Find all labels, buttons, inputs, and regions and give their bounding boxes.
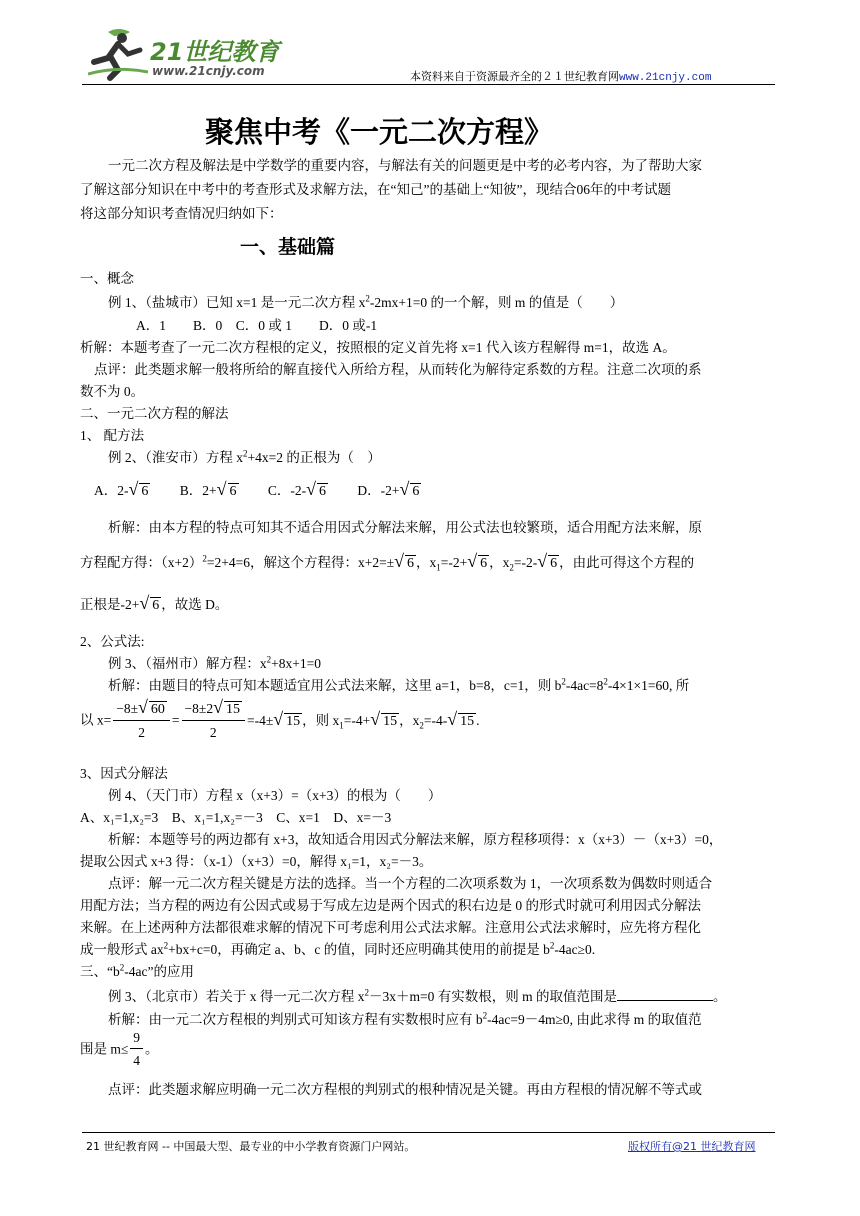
fraction-sqrt15: $\frac{-8\pm 2√ 15}{2}$ [182, 700, 245, 741]
fraction-nine-fourths: $\frac{9}{4}$ [130, 1030, 143, 1069]
example-2-analysis-3: 正根是-2+√ 6 ，故选 D。 [80, 593, 229, 613]
example-1-analysis: 析解：本题考查了一元二次方程根的定义，按照根的定义首先将 x=1 代入该方程解得 m=1，故选 A。 [80, 340, 676, 355]
example-1-options: A．1 B．0 C．0 或 1 D．0 或-1 [136, 318, 378, 333]
subsection-concept: 一、概念 [80, 271, 134, 286]
example-4-comment-4: 成一般形式 $ax^2+bx+c=0$，再确定 a、b、c 的值，同时还应明确其使用的前提是 $b^2-4ac\ge 0$. [80, 940, 596, 957]
intro-line-1: 一元二次方程及解法是中学数学的重要内容，与解法有关的问题更是中考的必考内容，为了帮助大家 [108, 158, 702, 173]
example-2-analysis-2: 方程配方得：$(x+2)^2=2+4=6$，解这个方程得：x+2=±√ 6 ，$x_1=-2+√$ 6 ，$x_2=-2-√$ 6 ，由此可得这个方程的 [80, 551, 695, 573]
source-prefix: 本资料来自于资源最齐全的２１世纪教育网 [410, 70, 619, 83]
subsection-methods: 二、一元二次方程的解法 [80, 406, 229, 421]
example-4-comment-1: 点评：解一元二次方程关键是方法的选择。当一个方程的二次项系数为 1，一次项系数为偶数时则适合 [108, 876, 713, 891]
example-2-question: 例 2、（淮安市）方程 $x^2+4x=2$ 的正根为（ ） [108, 448, 381, 465]
site-logo[interactable] [88, 24, 298, 84]
example-4-analysis-1: 析解：本题等号的两边都有 x+3，故知适合用因式分解法来解，原方程移项得：x（x+3）－（x+3）=0， [108, 832, 723, 847]
example-5-question: 例 3、（北京市）若关于 x 得一元二次方程 $x^2-3x+m=0$ 有实数根，则 m 的取值范围是 。 [108, 987, 727, 1004]
intro-line-3: 将这部分知识考查情况归纳如下： [80, 206, 283, 221]
example-1-comment-2: 数不为 0。 [80, 384, 145, 399]
page-title: 聚焦中考《一元二次方程》 [205, 115, 554, 149]
example-3-question: 例 3、（福州市）解方程：$x^2+8x+1=0$ [108, 654, 321, 671]
example-5-analysis-1: 析解：由一元二次方程根的判别式可知该方程有实数根时应有 $b^2-4ac=9-4m\ge 0$, 由此求得 m 的取值范 [108, 1010, 702, 1027]
example-4-question: 例 4、（天门市）方程 x（x+3）=（x+3）的根为（ ） [108, 788, 442, 803]
example-5-analysis-2: 围是 m≤ $\frac{9}{4}$ 。 [80, 1030, 159, 1068]
example-4-analysis-2: 提取公因式 x+3 得：（x-1）（x+3）=0，解得 x₁=1，x₂=－3。 [80, 854, 433, 869]
logo-url: www.21cnjy.com [152, 64, 265, 78]
example-5-comment: 点评：此类题求解应明确一元二次方程根的判别式的根种情况是关键。再由方程根的情况解不等式或 [108, 1082, 702, 1097]
logo-text: 21世纪教育 [150, 38, 280, 66]
runner-logo-icon [88, 24, 150, 82]
example-4-comment-3: 来解。在上述两种方法都很难求解的情况下可考虑利用公式法求解。注意用公式法求解时，应先将方程化 [80, 920, 701, 935]
intro-line-2: 了解这部分知识在中考中的考查形式及求解方法，在“知己”的基础上“知彼”，现结合06年的中考试题 [80, 182, 671, 197]
method-factoring: 3、因式分解法 [80, 766, 168, 781]
subsection-discriminant: 三、“$b^2-4ac$”的应用 [80, 962, 194, 979]
footer-copyright-link[interactable]: 版权所有@21 世纪教育网 [628, 1140, 756, 1153]
example-1-question: 例 1、（盐城市）已知 x=1 是一元二次方程 $x^2-2mx+1=0$ 的一个解，则 m 的值是（ ） [108, 293, 624, 310]
method-formula: 2、公式法: [80, 634, 145, 649]
header-rule [82, 84, 775, 85]
source-link[interactable]: www.21cnjy.com [619, 72, 712, 84]
source-note [410, 68, 711, 84]
fraction-sqrt60: $\frac{-8\pm√ 60}{2}$ [113, 700, 170, 741]
method-completing-square: 1、 配方法 [80, 428, 145, 443]
example-3-analysis-2: 以 x= $\frac{-8\pm√ 60}{2}$ = $\frac{-8\pm 2√ 15}{2}$ =-4±√ 15 ，则 $x_1=-4+√$ 15 ，$x_2=-4-√$ 15 . [80, 697, 480, 740]
example-1-comment-1: 点评：此类题求解一般将所给的解直接代入所给方程，从而转化为解待定系数的方程。注意二次项的系 [94, 362, 702, 377]
example-2-analysis-1: 析解：由本方程的特点可知其不适合用因式分解法来解，用公式法也较繁琐，适合用配方法来解，原 [108, 520, 702, 535]
example-3-analysis-1: 析解：由题目的特点可知本题适宜用公式法来解，这里 a=1，b=8，c=1，则 $b^2-4ac=8^2-4\times 1\times 1=60$, 所 [108, 676, 690, 693]
example-2-options: A．2-√ 6 B．2+√ 6 C．-2-√ 6 D．-2+√ 6 [94, 479, 420, 499]
footer-rule [82, 1132, 775, 1133]
footer-left: 21 世纪教育网 -- 中国最大型、最专业的中小学教育资源门户网站。 [86, 1140, 416, 1153]
section-heading: 一、基础篇 [240, 236, 336, 258]
example-4-comment-2: 用配方法；当方程的两边有公因式或易于写成左边是两个因式的积右边是 0 的形式时就可利用因式分解法 [80, 898, 701, 913]
answer-blank[interactable] [617, 988, 713, 1001]
example-4-options: A、x₁=1,x₂=3 B、x₁=1,x₂=－3 C、x=1 D、x=－3 [80, 810, 392, 825]
